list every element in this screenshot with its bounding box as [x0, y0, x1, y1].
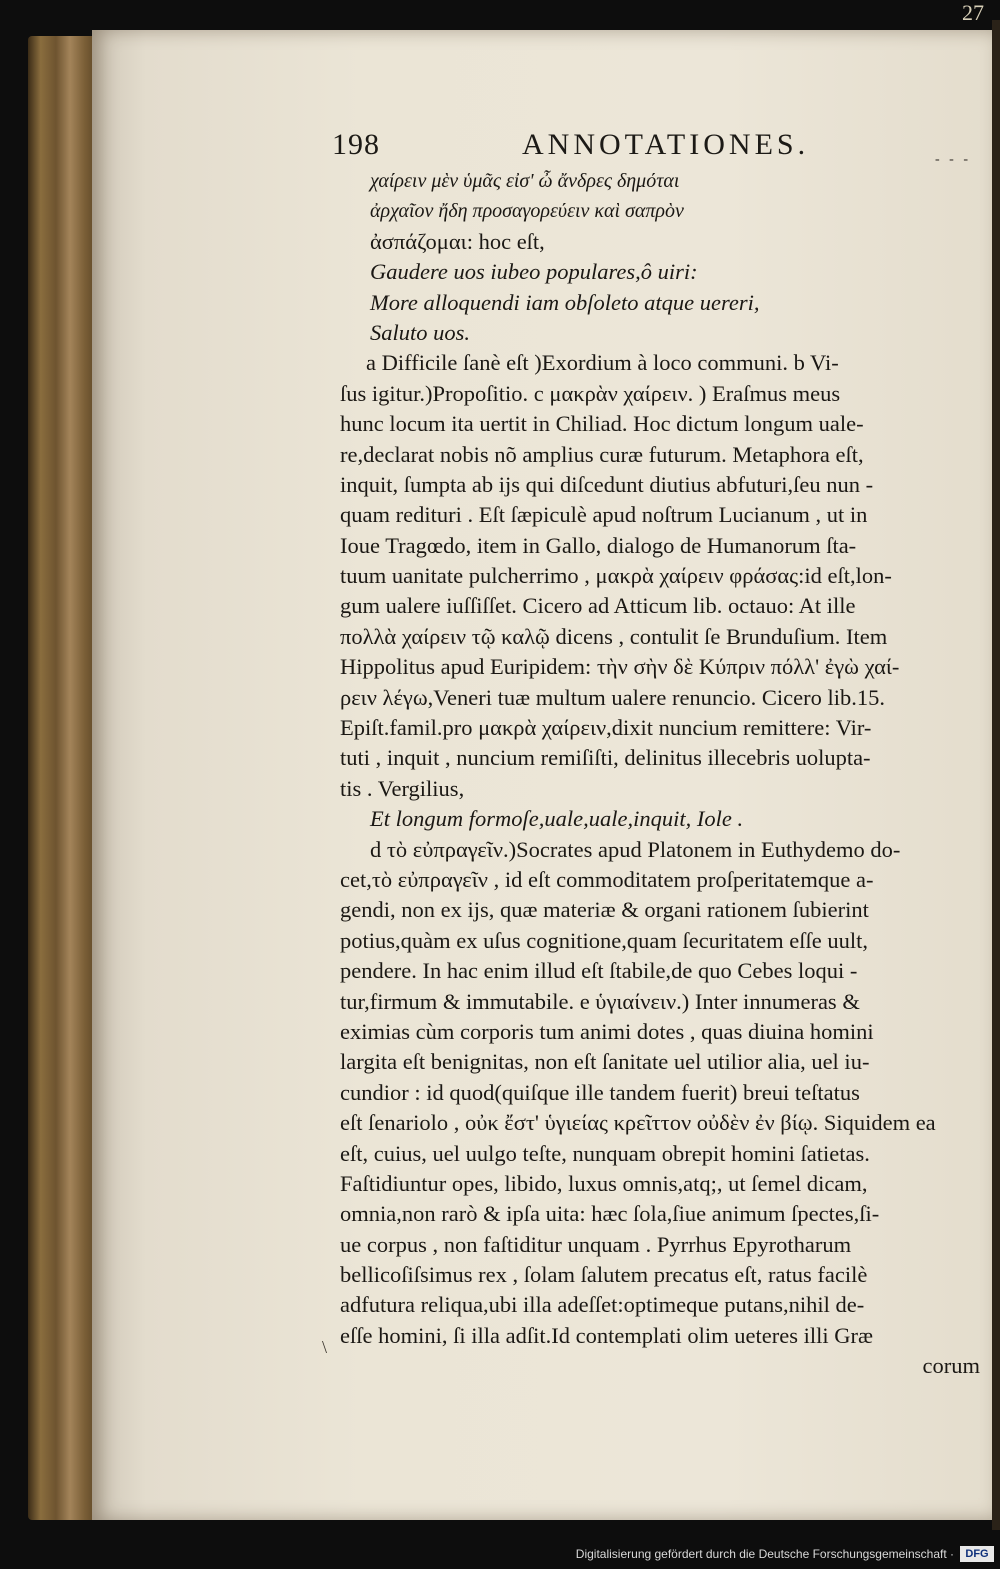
- text-line: hunc locum ita uertit in Chiliad. Hoc dictum longum uale-: [340, 411, 864, 437]
- verse-line: Et longum formoſe,uale,uale,inquit, Iole .: [370, 806, 744, 832]
- text-line: πολλὰ χαίρειν τῷ καλῷ dicens , contulit ſe Brunduſium. Item: [340, 623, 888, 649]
- text-line: eximias cùm corporis tum animi dotes , quas diuina homini: [340, 1018, 874, 1044]
- text-line: potius,quàm ex uſus cognitione,quam ſecuritatem eſſe uult,: [340, 927, 869, 953]
- text-line: pendere. In hac enim illud eſt ſtabile,de quo Cebes loqui -: [340, 958, 858, 984]
- text-line: a Difficile ſanè eſt )Exordium à loco communi. b Vi-: [366, 350, 839, 376]
- margin-mark: - - -: [935, 152, 971, 167]
- text-line: bellicoſiſsimus rex , ſolam ſalutem precatus eſt, ratus facilè: [340, 1262, 868, 1288]
- text-line: Faſtidiuntur opes, libido, luxus omnis,atq;, ut ſemel dicam,: [340, 1170, 868, 1196]
- text-line: tuti , inquit , nuncium remiſiſti, delinitus illecebris uolupta-: [340, 745, 871, 771]
- corner-mark: 27: [962, 0, 984, 25]
- text-line: quam redituri . Eſt ſæpiculè apud noſtrum Lucianum , ut in: [340, 502, 868, 528]
- text-line: gendi, non ex ijs, quæ materiæ & organi rationem ſubierint: [340, 897, 869, 923]
- text-line: tuum uanitate pulcherrimo , μακρὰ χαίρειν φράσας:id eſt,lon-: [340, 563, 892, 589]
- text-line: d τὸ εὐπραγεῖν.)Socrates apud Platonem in Euthydemo do-: [370, 836, 901, 862]
- text-line: eſſe homini, ſi illa adſit.Id contemplati olim ueteres illi Græ: [340, 1322, 874, 1348]
- funding-notice: Digitalisierung gefördert durch die Deutsche Forschungsgemeinschaft ·: [575, 1547, 954, 1561]
- verse-line: Saluto uos.: [370, 319, 471, 345]
- page-header: [332, 128, 852, 168]
- text-body: [340, 166, 990, 1382]
- footer-bar: [0, 1541, 1000, 1569]
- catchword: corum: [922, 1353, 980, 1379]
- stray-mark: \: [322, 1337, 328, 1357]
- text-line: gum ualere iuſſiſſet. Cicero ad Atticum lib. octauo: At ille: [340, 593, 856, 619]
- text-line: ue corpus , non faſtiditur unquam . Pyrrhus Epyrotharum: [340, 1231, 852, 1257]
- text-line: cundior : id quod(quiſque ille tandem fuerit) breui teſtatus: [340, 1079, 860, 1105]
- page-number: 198: [332, 128, 380, 161]
- text-line: inquit, ſumpta ab ijs qui diſcedunt diutius abfuturi,ſeu nun -: [340, 471, 874, 497]
- running-head: ANNOTATIONES.: [522, 128, 810, 161]
- text-line: ἀρχαῖον ἤδη προσαγορεύειν καὶ σαπρὸν: [370, 200, 684, 223]
- page-edge: [992, 20, 1000, 1530]
- text-line: eſt ſenariolo , οὐκ ἔστ' ὑγιείας κρεῖττον οὐδὲν ἐν βίῳ. Siquidem ea: [340, 1110, 936, 1136]
- verse-line: More alloquendi iam obſoleto atque uereri,: [370, 289, 760, 315]
- dfg-logo: DFG: [960, 1546, 994, 1562]
- text-line: ἀσπάζομαι: hoc eſt,: [370, 228, 545, 254]
- text-line: χαίρειν μὲν ὑμᾶς εἰσ' ὦ ἄνδρες δημόται: [370, 170, 680, 192]
- text-line: ſus igitur.)Propoſitio. c μακρὰν χαίρειν. ) Eraſmus meus: [340, 380, 841, 406]
- text-line: re,declarat nobis nõ amplius curæ futurum. Metaphora eſt,: [340, 441, 864, 467]
- text-line: largita eſt benignitas, non eſt ſanitate uel utilior alia, uel iu-: [340, 1049, 870, 1075]
- text-line: Hippolitus apud Euripidem: τὴν σὴν δὲ Κύπριν πόλλ' ἐγὼ χαί-: [340, 654, 900, 680]
- text-line: Epiſt.famil.pro μακρὰ χαίρειν,dixit nuncium remittere: Vir-: [340, 715, 872, 741]
- text-line: Ioue Tragœdo, item in Gallo, dialogo de Humanorum ſta-: [340, 532, 857, 558]
- text-line: omnia,non rarò & ipſa uita: hæc ſola,ſiue animum ſpectes,ſi-: [340, 1201, 880, 1227]
- text-line: tur,firmum & immutabile. e ὑγιαίνειν.) Inter innumeras &: [340, 988, 860, 1014]
- text-line: eſt, cuius, uel uulgo teſte, nunquam obrepit homini ſatietas.: [340, 1140, 870, 1166]
- text-line: tis . Vergilius,: [340, 775, 465, 801]
- verse-line: Gaudere uos iubeo populares,ô uiri:: [370, 259, 698, 285]
- text-line: cet,τὸ εὐπραγεῖν , id eſt commoditatem proſperitatemque a-: [340, 866, 874, 892]
- book-edge: [28, 36, 98, 1520]
- text-line: ρειν λέγω,Veneri tuæ multum ualere renuncio. Cicero lib.15.: [340, 684, 886, 710]
- text-line: adfutura reliqua,ubi illa adeſſet:optimeque putans,nihil de-: [340, 1292, 865, 1318]
